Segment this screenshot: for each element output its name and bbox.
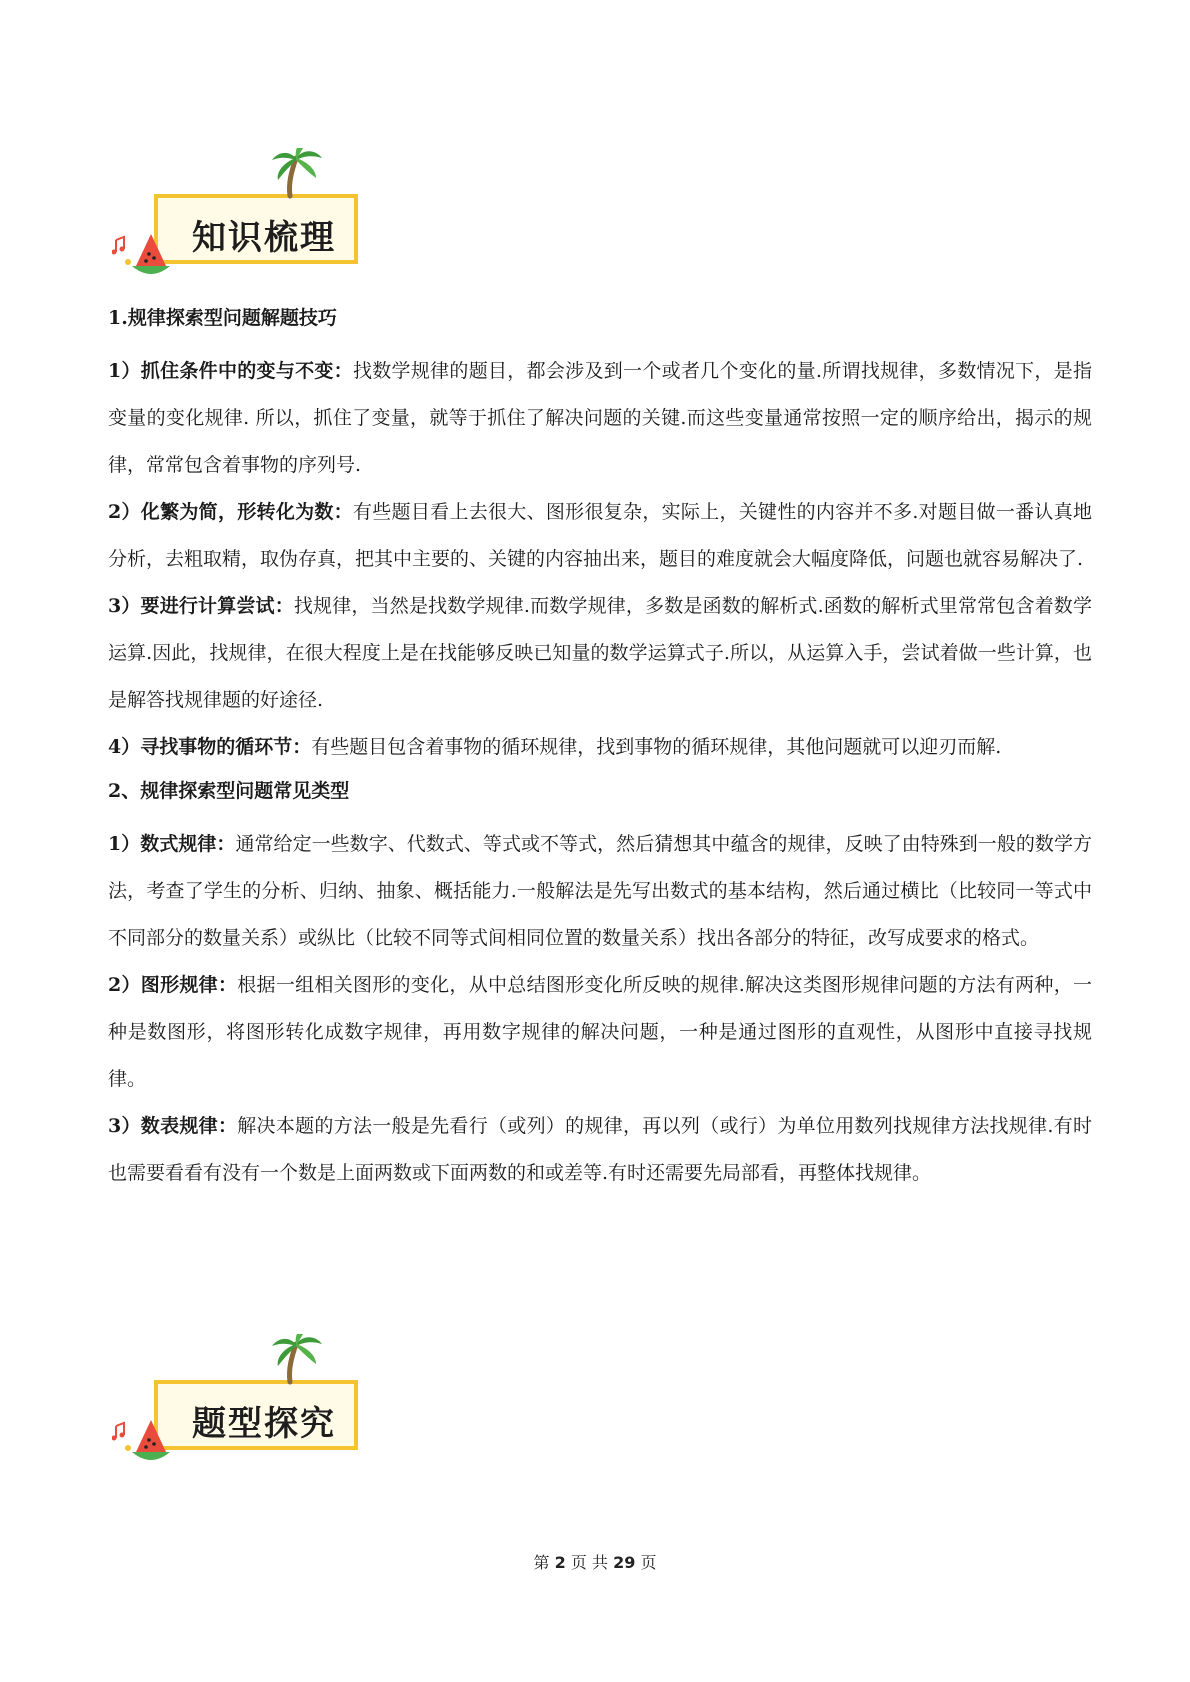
paragraph	[108, 821, 1092, 962]
paragraph-text: 找数学规律的题目，都会涉及到一个或者几个变化的量.所谓找规律，多数情况下，是指变量的变化规律. 所以，抓住了变量，就等于抓住了解决问题的关键.而这些变量通常按照一定的顺序给出，揭示的规律，常常包含着事物的序列号.	[108, 360, 1092, 476]
paragraph-text: 找规律，当然是找数学规律.而数学规律，多数是函数的解析式.函数的解析式里常常包含着数学运算.因此，找规律，在很大程度上是在找能够反映已知量的数学运算式子.所以，从运算入手，尝试着做一些计算，也是解答找规律题的好途径.	[108, 595, 1092, 711]
section-banner-question-types	[112, 1334, 372, 1479]
paragraph	[108, 489, 1092, 583]
paragraph-text: 根据一组相关图形的变化，从中总结图形变化所反映的规律.解决这类图形规律问题的方法有两种，一种是数图形，将图形转化成数字规律，再用数字规律的解决问题，一种是通过图形的直观性，从图形中直接寻找规律。	[108, 974, 1092, 1090]
page-number: 2	[554, 1553, 566, 1572]
paragraph-label: 4）寻找事物的循环节：	[108, 736, 312, 758]
paragraph-label: 3）数表规律：	[108, 1115, 238, 1137]
paragraph-text: 解决本题的方法一般是先看行（或列）的规律，再以列（或行）为单位用数列找规律方法找规律.有时也需要看看有没有一个数是上面两数或下面两数的和或差等.有时还需要先局部看，再整体找规律。	[108, 1115, 1092, 1184]
paragraph	[108, 1103, 1092, 1197]
section-title: 1.规律探索型问题解题技巧	[108, 307, 337, 329]
banner-title: 题型探究	[192, 1404, 336, 1444]
footer-prefix: 第	[533, 1553, 550, 1572]
paragraph-label: 3）要进行计算尝试：	[108, 595, 294, 617]
document-body	[108, 304, 1092, 1197]
paragraph	[108, 724, 1092, 771]
paragraph-label: 2）图形规律：	[108, 974, 238, 996]
page-footer	[0, 1550, 1190, 1573]
paragraph	[108, 348, 1092, 489]
paragraph-text: 有些题目看上去很大、图形很复杂，实际上，关键性的内容并不多.对题目做一番认真地分析，去粗取精，取伪存真，把其中主要的、关键的内容抽出来，题目的难度就会大幅度降低，问题也就容易解决了.	[108, 501, 1092, 570]
footer-suffix: 页	[640, 1553, 657, 1572]
paragraph	[108, 962, 1092, 1103]
footer-middle: 页 共	[570, 1553, 608, 1572]
paragraph-text: 通常给定一些数字、代数式、等式或不等式，然后猜想其中蕴含的规律，反映了由特殊到一般的数学方法，考查了学生的分析、归纳、抽象、概括能力.一般解法是先写出数式的基本结构，然后通过横比（比较同一等式中不同部分的数量关系）或纵比（比较不同等式间相同位置的数量关系）找出各部分的特征，改写成要求的格式。	[108, 833, 1092, 949]
paragraph-text: 有些题目包含着事物的循环规律，找到事物的循环规律，其他问题就可以迎刃而解.	[311, 736, 1002, 758]
paragraph-label: 1）数式规律：	[108, 833, 236, 855]
paragraph-label: 1）抓住条件中的变与不变：	[108, 360, 353, 382]
paragraph-label: 2）化繁为简，形转化为数：	[108, 501, 353, 523]
section-title: 2、规律探索型问题常见类型	[108, 780, 350, 802]
page-total: 29	[613, 1553, 636, 1572]
paragraph	[108, 583, 1092, 724]
section-banner-knowledge	[112, 148, 372, 293]
banner-title: 知识梳理	[192, 218, 336, 258]
